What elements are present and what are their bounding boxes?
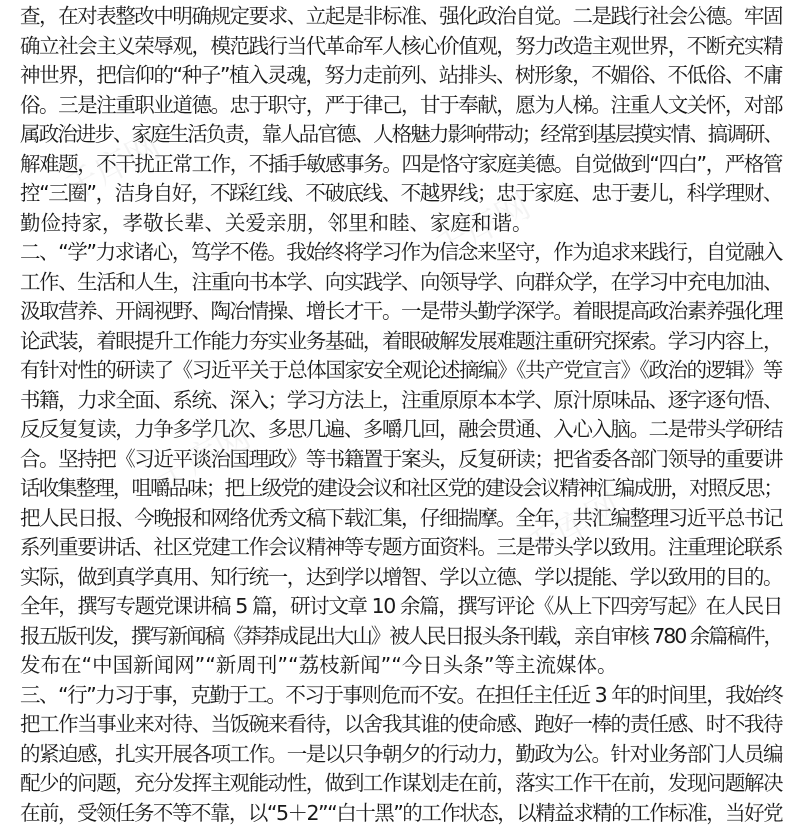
text-line: 的紧迫感，扎实开展各项工作。一是以只争朝夕的行动力，勤政为公。针对业务部门人员编 bbox=[20, 740, 782, 770]
text-line: 控“三圈”，洁身自好，不踩红线、不破底线、不越界线；忠于家庭、忠于妻儿，科学理财、 bbox=[20, 179, 782, 209]
text-line: 报五版刊发，撰写新闻稿《莽莽成昆出大山》被人民日报头条刊载，亲自审核 780 余篇稿件， bbox=[20, 622, 782, 652]
text-line: 二、“学”力求诸心，笃学不倦。我始终将学习作为信念来坚守，作为追求来践行，自觉融入 bbox=[20, 238, 782, 268]
text-line: 把人民日报、今晚报和网络优秀文稿下载汇集，仔细揣摩。全年，共汇编整理习近平总书记 bbox=[20, 504, 782, 534]
text-line: 神世界，把信仰的“种子”植入灵魂，努力走前列、站排头、树形象，不媚俗、不低俗、不庸 bbox=[20, 61, 782, 91]
text-line: 解难题，不干扰正常工作，不插手敏感事务。四是恪守家庭美德。自觉做到“四白”，严格管 bbox=[20, 150, 782, 180]
text-line: 实际，做到真学真用、知行统一，达到学以增智、学以立德、学以提能、学以致用的目的。 bbox=[20, 563, 782, 593]
text-line: 三、“行”力习于事，克勤于工。不习于事则危而不安。在担任主任近 3 年的时间里，我始终 bbox=[20, 681, 782, 711]
text-line: 汲取营养、开阔视野、陶冶情操、增长才干。一是带头勤学深学。着眼提高政治素养强化理 bbox=[20, 297, 782, 327]
text-line: 勤俭持家，孝敬长辈、关爱亲朋，邻里和睦、家庭和谐。 bbox=[20, 209, 782, 239]
text-line: 论武装，着眼提升工作能力夯实业务基础，着眼破解发展难题注重研究探索。学习内容上， bbox=[20, 327, 782, 357]
text-line: 确立社会主义荣辱观，模范践行当代革命军人核心价值观，努力改造主观世界，不断充实精 bbox=[20, 32, 782, 62]
text-line: 发布在“中国新闻网”“新周刊”“荔枝新闻”“今日头条”等主流媒体。 bbox=[20, 651, 782, 681]
text-line: 合。坚持把《习近平谈治国理政》等书籍置于案头，反复研读；把省委各部门领导的重要讲 bbox=[20, 445, 782, 475]
text-line: 把工作当事业来对待、当饭碗来看待，以舍我其谁的使命感、跑好一棒的责任感、时不我待 bbox=[20, 710, 782, 740]
text-line: 书籍，力求全面、系统、深入；学习方法上，注重原原本本学、原汁原味品、逐字逐句悟、 bbox=[20, 386, 782, 416]
text-line: 反反复复读，力争多学几次、多思几遍、多嚼几回，融会贯通、入心入脑。二是带头学研结 bbox=[20, 415, 782, 445]
text-line: 俗。三是注重职业道德。忠于职守，严于律己，甘于奉献，愿为人梯。注重人文关怀，对部 bbox=[20, 91, 782, 121]
text-line: 话收集整理，咀嚼品味；把上级党的建设会议和社区党的建设会议精神汇编成册，对照反思； bbox=[20, 474, 782, 504]
text-line: 全年，撰写专题党课讲稿 5 篇，研讨文章 10 余篇，撰写评论《从上下四旁写起》在人民日 bbox=[20, 592, 782, 622]
text-line: 属政治进步、家庭生活负责，靠人品官德、人格魅力影响带动；经常到基层摸实情、搞调研、 bbox=[20, 120, 782, 150]
text-line: 系列重要讲话、社区党建工作会议精神等专题方面资料。三是带头学以致用。注重理论联系 bbox=[20, 533, 782, 563]
text-line: 有针对性的研读了《习近平关于总体国家安全观论述摘编》《共产党宣言》《政治的逻辑》等 bbox=[20, 356, 782, 386]
text-line: 在前，受领任务不等不靠，以“5＋2”“白十黑”的工作状态，以精益求精的工作标准，当好党 bbox=[20, 799, 782, 828]
text-line: 工作、生活和人生，注重向书本学、向实践学、向领导学、向群众学，在学习中充电加油、 bbox=[20, 268, 782, 298]
text-line: 配少的问题，充分发挥主观能动性，做到工作谋划走在前，落实工作干在前，发现问题解决 bbox=[20, 769, 782, 799]
document-body bbox=[20, 2, 782, 828]
text-line: 查，在对表整改中明确规定要求、立起是非标准、强化政治自觉。二是践行社会公德。牢固 bbox=[20, 2, 782, 32]
